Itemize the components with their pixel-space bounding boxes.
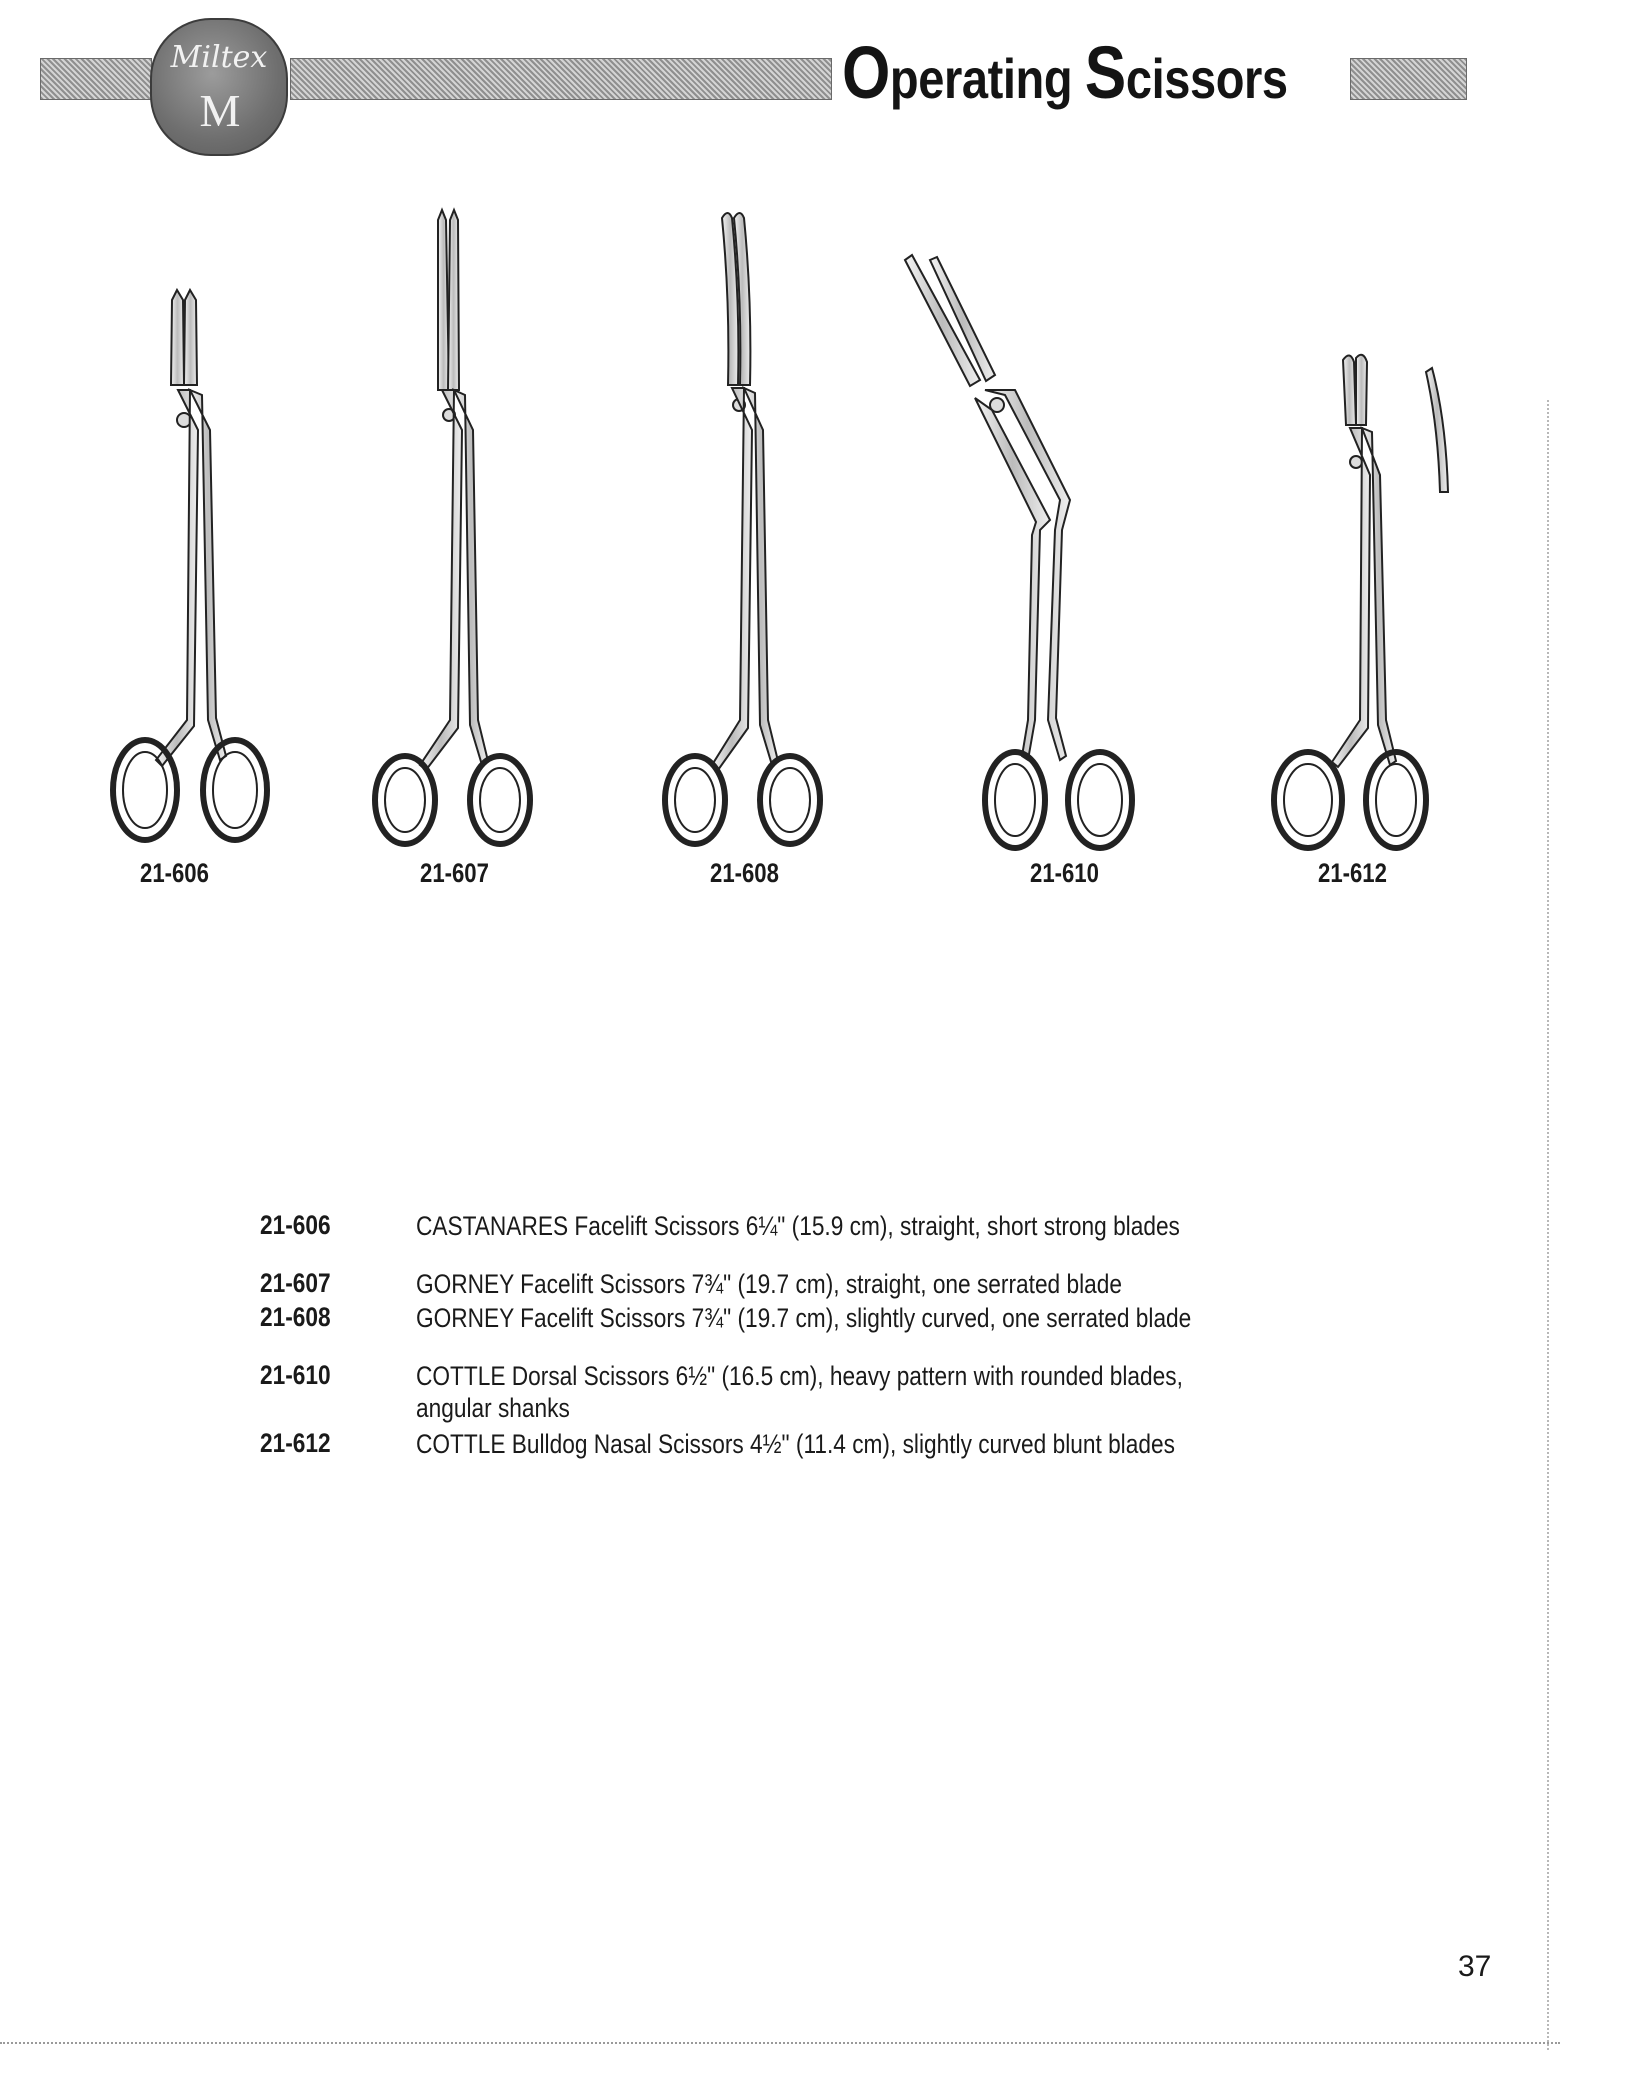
illustration-label-21-607: 21-607 [420,858,489,888]
page-title [842,30,1288,120]
title-initial-o: O [842,31,890,114]
bottom-rule [0,2042,1560,2044]
catalog-code: 21-606 [260,1210,331,1240]
header-band-right [1350,58,1467,100]
illustration-label-21-612: 21-612 [1318,858,1387,888]
catalog-code: 21-612 [260,1428,331,1458]
catalog-description: CASTANARES Facelift Scissors 6¼" (15.9 cm), straight, short strong blades [416,1211,1180,1241]
header-band-middle [290,58,832,100]
title-initial-s: S [1084,31,1126,114]
logo-script-text: Miltex [170,40,268,75]
title-word-scissors: cissors [1125,47,1288,110]
miltex-logo [150,18,288,156]
scissors-21-610-icon [905,255,1132,848]
catalog-description: COTTLE Bulldog Nasal Scissors 4½" (11.4 cm), slightly curved blunt blades [416,1429,1175,1459]
page-edge-rule [1547,400,1549,2050]
scissors-21-608-icon [665,213,820,844]
logo-monogram: M [199,85,239,136]
catalog-code: 21-607 [260,1268,331,1298]
illustration-label-21-606: 21-606 [140,858,209,888]
title-word-operating: perating [889,47,1073,110]
catalog-description: GORNEY Facelift Scissors 7¾" (19.7 cm), straight, one serrated blade [416,1269,1122,1299]
scissors-illustrations [60,200,1460,860]
catalog-description-line-1: COTTLE Dorsal Scissors 6½" (16.5 cm), heavy pattern with rounded blades, [416,1361,1183,1391]
catalog-description-line-2: angular shanks [416,1393,570,1423]
scissors-21-612-icon [1274,355,1448,848]
catalog-description [416,1360,1323,1424]
catalog-code: 21-610 [260,1360,331,1390]
header-band-left [40,58,152,100]
page-number: 37 [1458,1950,1492,1983]
catalog-description: GORNEY Facelift Scissors 7¾" (19.7 cm), slightly curved, one serrated blade [416,1303,1192,1333]
illustration-label-21-610: 21-610 [1030,858,1099,888]
illustration-label-21-608: 21-608 [710,858,779,888]
catalog-code: 21-608 [260,1302,331,1332]
scissors-21-606-icon [113,290,267,840]
scissors-21-607-icon [375,210,530,844]
